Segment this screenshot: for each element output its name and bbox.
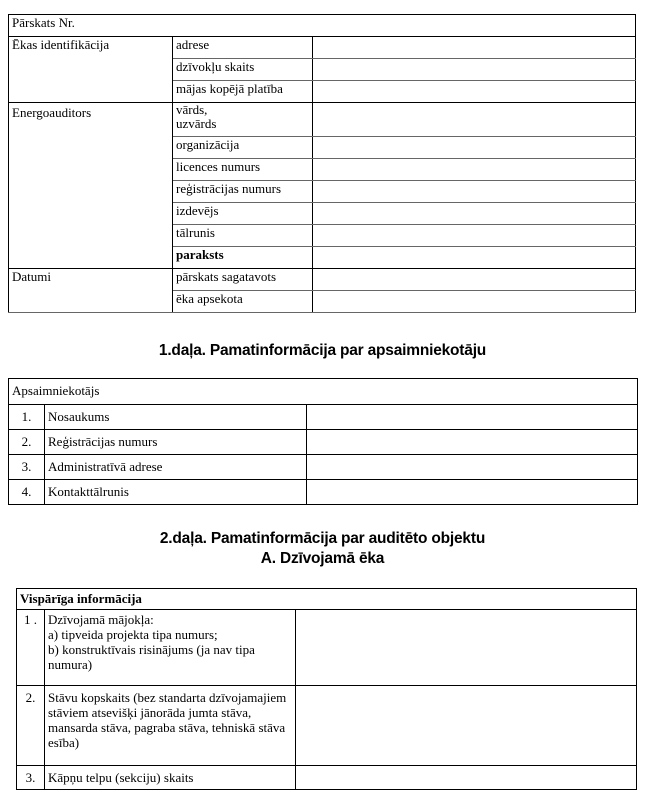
manager-row-number: 2. xyxy=(9,430,45,455)
field-value-address[interactable] xyxy=(313,37,636,59)
general-info-row-label: Stāvu kopskaits (bez standarta dzīvojamajiem stāviem atsevišķi jānorāda jumta stāva, mansarda stāva, pagraba stāva, tehniskā stāva esība) xyxy=(45,686,296,766)
section1-title: 1.daļa. Pamatinformācija par apsaimniekotāju xyxy=(158,342,487,359)
field-label-apartment-count: dzīvokļu skaits xyxy=(173,59,313,81)
report-header-table xyxy=(8,14,636,313)
manager-table xyxy=(8,378,638,505)
field-label-license-number: licences numurs xyxy=(173,159,313,181)
section2-subtitle: A. Dzīvojamā ēka xyxy=(260,550,385,567)
field-label-total-area: mājas kopējā platība xyxy=(173,81,313,103)
field-value-registration-number[interactable] xyxy=(313,181,636,203)
field-value-apartment-count[interactable] xyxy=(313,59,636,81)
manager-row-number: 1. xyxy=(9,405,45,430)
general-info-table xyxy=(16,588,637,790)
field-value-phone[interactable] xyxy=(313,225,636,247)
manager-address-value[interactable] xyxy=(307,455,638,480)
section2-title: 2.daļa. Pamatinformācija par auditēto objektu xyxy=(159,530,486,547)
general-info-row-number: 2. xyxy=(17,686,45,766)
auditor-label: Energoauditors xyxy=(9,103,173,269)
building-id-label: Ēkas identifikācija xyxy=(9,37,173,103)
field-label-report-prepared: pārskats sagatavots xyxy=(173,269,313,291)
field-value-report-prepared[interactable] xyxy=(313,269,636,291)
field-value-signature[interactable] xyxy=(313,247,636,269)
field-label-issuer: izdevējs xyxy=(173,203,313,225)
manager-phone-value[interactable] xyxy=(307,480,638,505)
general-info-row-label: Kāpņu telpu (sekciju) skaits xyxy=(45,766,296,790)
field-label-building-inspected: ēka apsekota xyxy=(173,291,313,313)
manager-row-number: 3. xyxy=(9,455,45,480)
manager-registration-value[interactable] xyxy=(307,430,638,455)
field-label-address: adrese xyxy=(173,37,313,59)
field-value-name[interactable] xyxy=(313,103,636,137)
manager-row-label: Nosaukums xyxy=(45,405,307,430)
manager-row-label: Reģistrācijas numurs xyxy=(45,430,307,455)
floor-count-value[interactable] xyxy=(296,686,637,766)
field-label-phone: tālrunis xyxy=(173,225,313,247)
report-number-label: Pārskats Nr. xyxy=(9,15,636,37)
manager-table-header: Apsaimniekotājs xyxy=(9,379,638,405)
field-value-total-area[interactable] xyxy=(313,81,636,103)
general-info-row-label: Dzīvojamā mājokļa: a) tipveida projekta tipa numurs; b) konstruktīvais risinājums (ja nav tipa numura) xyxy=(45,610,296,686)
general-info-row-number: 1 . xyxy=(17,610,45,686)
field-value-license-number[interactable] xyxy=(313,159,636,181)
field-value-issuer[interactable] xyxy=(313,203,636,225)
manager-row-label: Administratīvā adrese xyxy=(45,455,307,480)
manager-name-value[interactable] xyxy=(307,405,638,430)
stairwell-count-value[interactable] xyxy=(296,766,637,790)
field-value-organization[interactable] xyxy=(313,137,636,159)
field-label-name: vārds, uzvārds xyxy=(173,103,313,137)
field-value-building-inspected[interactable] xyxy=(313,291,636,313)
dates-label: Datumi xyxy=(9,269,173,313)
field-label-organization: organizācija xyxy=(173,137,313,159)
general-info-row-number: 3. xyxy=(17,766,45,790)
general-info-header: Vispārīga informācija xyxy=(17,589,637,610)
field-label-signature: paraksts xyxy=(173,247,313,269)
field-label-registration-number: reģistrācijas numurs xyxy=(173,181,313,203)
manager-row-label: Kontakttālrunis xyxy=(45,480,307,505)
project-type-value[interactable] xyxy=(296,610,637,686)
manager-row-number: 4. xyxy=(9,480,45,505)
